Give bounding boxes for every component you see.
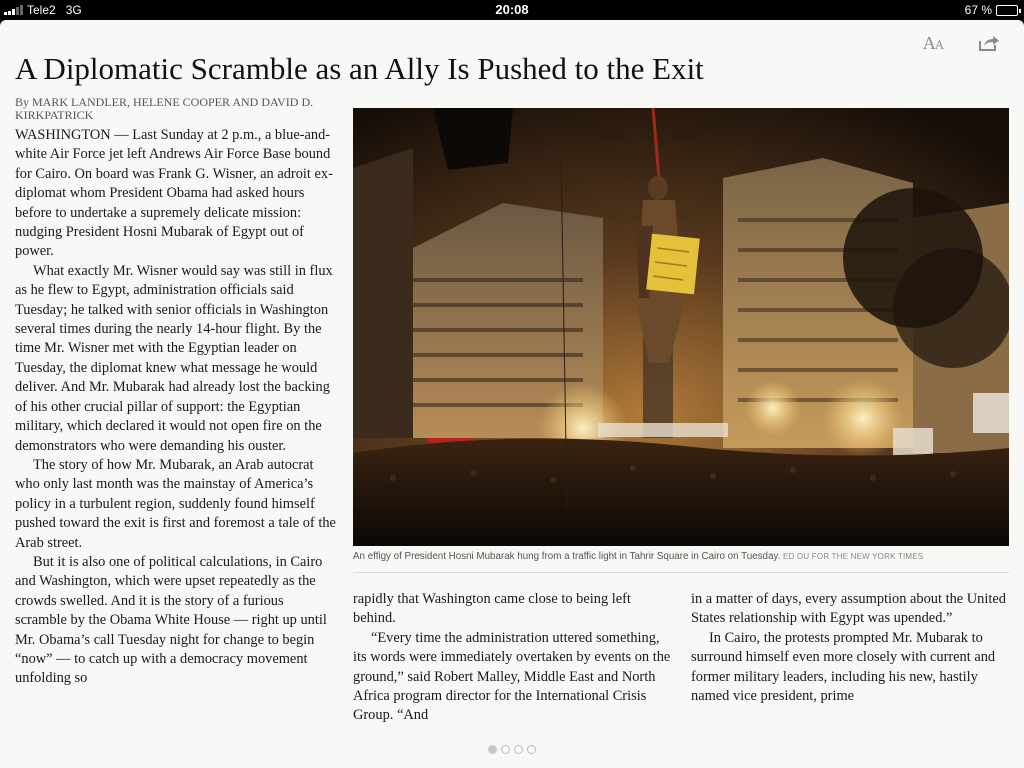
font-size-icon: AA	[922, 32, 944, 53]
share-button[interactable]	[976, 32, 1002, 54]
font-size-button[interactable]	[920, 32, 946, 54]
byline	[15, 96, 340, 122]
paragraph: But it is also one of political calculations, in Cairo and Washington, which were upset repeatedly as the crowds swelled. And it is the story of a furious scramble by the Obama White House — right up until Mr. Obama’s call Tuesday night for change to begin “now” — to catch up with a democracy movement unfolding so	[15, 553, 327, 687]
page-dot[interactable]	[488, 745, 497, 754]
paragraph: In Cairo, the protests prompted Mr. Mubarak to surround himself even more closely with current and former military leaders, including his new, hastily named vice president, prime	[691, 629, 996, 705]
status-bar	[0, 0, 1024, 20]
network-type: 3G	[65, 3, 82, 17]
paragraph: “Every time the administration uttered something, its words were immediately overtaken by events on the ground,” said Robert Malley, Middle East and North Africa program director for the International Crisis Group. “And	[353, 629, 671, 724]
battery-indicator	[965, 3, 1018, 17]
tahrir-square-photo	[353, 108, 1009, 546]
article-column-1	[15, 126, 337, 726]
photo-credit: ED OU FOR THE NEW YORK TIMES	[783, 552, 924, 561]
page-dot[interactable]	[527, 745, 536, 754]
article-column-2	[353, 590, 675, 726]
article-column-3	[691, 590, 1009, 726]
article-photo[interactable]	[353, 108, 1009, 546]
paragraph: in a matter of days, every assumption about the United States relationship with Egypt was upended.”	[691, 591, 1006, 627]
paragraph: WASHINGTON — Last Sunday at 2 p.m., a blue-and-white Air Force jet left Andrews Air Force Base bound for Cairo. On board was Frank G. Wisner, an adroit ex-diplomat whom President Obama had asked hours before to undertake a supremely delicate mission: nudging President Hosni Mubarak of Egypt out of power.	[15, 127, 333, 260]
caption-text: An effigy of President Hosni Mubarak hung from a traffic light in Tahrir Square in Cairo on Tuesday.	[353, 551, 781, 562]
photo-caption	[353, 550, 1009, 563]
battery-percent: 67 %	[964, 3, 992, 17]
battery-icon	[996, 5, 1018, 16]
article-page[interactable]	[0, 20, 1024, 768]
share-icon	[978, 34, 1000, 52]
clock: 20:08	[495, 2, 529, 17]
divider	[353, 572, 1009, 573]
byline-authors: MARK LANDLER, HELENE COOPER AND DAVID D. KIRKPATRICK	[15, 95, 314, 122]
page-dot[interactable]	[501, 745, 510, 754]
page-dot[interactable]	[514, 745, 523, 754]
article-toolbar	[920, 32, 1002, 54]
paragraph: What exactly Mr. Wisner would say was still in flux as he flew to Egypt, administration officials said Tuesday; he talked with senior officials in Washington several times during the nearly 14-hour flight. By the time Mr. Wisner met with the Egyptian leader on Tuesday, the diplomat knew what message he would deliver. And Mr. Mubarak had already lost the backing of his other crucial pillar of support: the Egyptian military, which declared it would not open fire on the demonstrators who were demanding his ouster.	[15, 262, 333, 454]
paragraph: The story of how Mr. Mubarak, an Arab autocrat who only last month was the mainstay of America’s policy in a turbulent region, suddenly found himself pushed toward the exit is first and foremost a tale of the Arab street.	[15, 456, 336, 551]
page-indicator	[0, 745, 1024, 754]
article-headline: A Diplomatic Scramble as an Ally Is Pushed to the Exit	[15, 51, 704, 86]
paragraph: rapidly that Washington came close to being left behind.	[353, 591, 631, 627]
byline-prefix: By	[15, 95, 30, 109]
carrier-name: Tele2	[27, 3, 56, 17]
